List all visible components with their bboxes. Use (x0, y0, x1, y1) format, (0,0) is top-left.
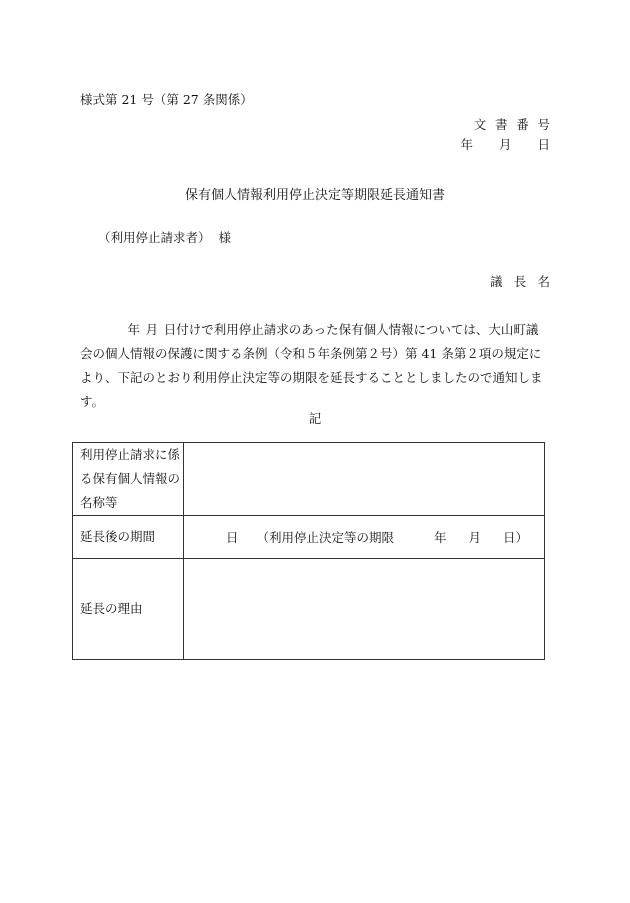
table-row-period (73, 516, 545, 559)
body-month: 月 (145, 322, 164, 337)
date-month: 月 (498, 137, 512, 152)
date-year: 年 (460, 137, 473, 152)
period-line (184, 528, 544, 546)
table-row-reason (73, 559, 545, 660)
period-deadline-label: （利用停止決定等の期限 (256, 530, 395, 545)
deadline-year: 年 (433, 530, 447, 545)
deadline-day: 日） (502, 530, 528, 545)
reason-value-cell (184, 559, 545, 660)
name-label-cell (73, 443, 184, 516)
chairman-name: 議長名 (489, 274, 562, 289)
document-number: 文書番号 (473, 117, 559, 132)
document-title: 保有個人情報利用停止決定等期限延長通知書 (184, 188, 445, 203)
document-date (460, 139, 550, 152)
body-text: 日付けで利用停止請求のあった保有個人情報については、大山町議会の個人情報の保護に関する条例（令和５年条例第２号）第 41 条第２項の規定により、下記のとおり利用停止決定等の期限を延長することとしましたので通知します。 (80, 322, 543, 409)
record-label: 記 (308, 411, 322, 426)
period-day: 日 (226, 530, 239, 545)
period-deadline-date (434, 528, 528, 546)
name-label-line3: 名称等 (80, 495, 118, 510)
name-value-cell (184, 443, 545, 516)
form-number: 様式第 21 号（第 27 条関係） (80, 92, 253, 107)
body-paragraph (80, 318, 548, 414)
name-label-line2: る保有個人情報の (80, 471, 181, 486)
recipient-name: （利用停止請求者） (98, 230, 211, 245)
period-label-cell: 延長後の期間 (73, 516, 184, 559)
info-table (72, 442, 545, 660)
table-row-name (73, 443, 545, 516)
recipient (98, 232, 231, 245)
deadline-month: 月 (468, 530, 481, 545)
name-label-line1: 利用停止請求に係 (80, 447, 181, 462)
period-value-cell (184, 516, 545, 559)
recipient-honorific: 様 (218, 230, 232, 245)
reason-label-cell: 延長の理由 (73, 559, 184, 660)
body-year: 年 (127, 322, 146, 337)
date-day: 日 (537, 137, 550, 152)
